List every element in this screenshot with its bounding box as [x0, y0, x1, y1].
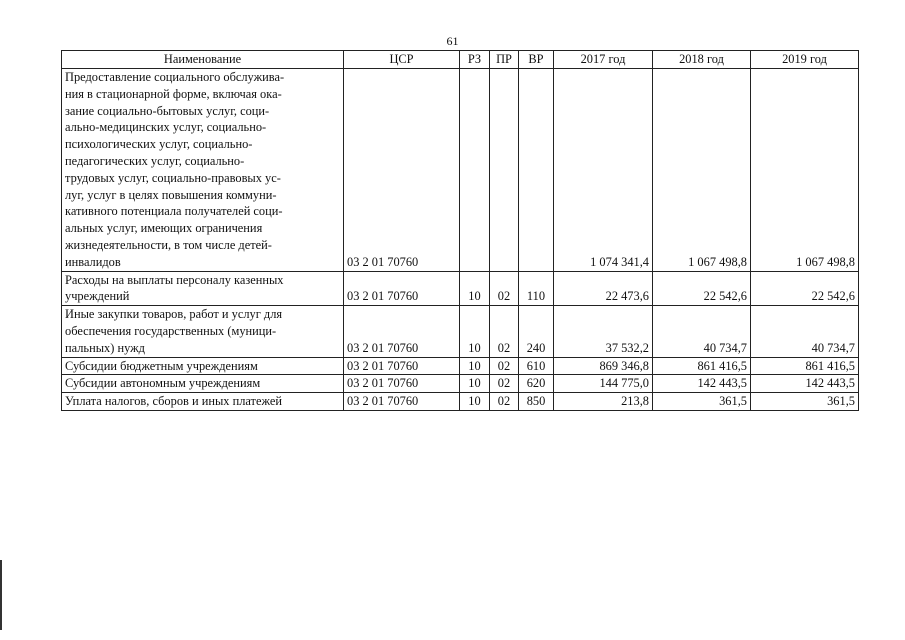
name-line: Иные закупки товаров, работ и услуг для [65, 307, 283, 322]
rz-cell: 10 [460, 271, 490, 306]
table-row [62, 375, 859, 393]
value-2017-cell: 869 346,8 [554, 357, 653, 375]
page-number: 61 [446, 34, 459, 48]
name-line: пальных) нужд [65, 340, 145, 355]
vr-cell: 620 [519, 375, 554, 393]
name-cell [62, 375, 344, 393]
value-2019-cell: 361,5 [751, 393, 859, 411]
value-2018-cell: 40 734,7 [653, 306, 751, 357]
rz-cell: 10 [460, 393, 490, 411]
value-2019-cell: 142 443,5 [751, 375, 859, 393]
name-line: жизнедеятельности, в том числе детей- [65, 237, 272, 252]
csr-cell: 03 2 01 70760 [344, 375, 460, 393]
csr-cell: 03 2 01 70760 [344, 271, 460, 306]
name-line: ально-медицинских услуг, социально- [65, 120, 267, 135]
name-line: Расходы на выплаты персоналу казенных [65, 272, 284, 287]
vr-cell: 850 [519, 393, 554, 411]
name-line: зание социально-бытовых услуг, соци- [65, 103, 270, 118]
table-row [62, 306, 859, 357]
value-2018-cell: 861 416,5 [653, 357, 751, 375]
csr-cell: 03 2 01 70760 [344, 306, 460, 357]
table-header [62, 51, 859, 69]
value-2019-cell: 40 734,7 [751, 306, 859, 357]
header-row [62, 51, 859, 69]
value-2017-cell: 213,8 [554, 393, 653, 411]
header-2019: 2019 год [751, 51, 859, 69]
csr-cell: 03 2 01 70760 [344, 357, 460, 375]
value-2018-cell: 22 542,6 [653, 271, 751, 306]
header-2017: 2017 год [554, 51, 653, 69]
name-line: трудовых услуг, социально-правовых ус- [65, 170, 281, 185]
table-row [62, 69, 859, 272]
value-2018-cell: 361,5 [653, 393, 751, 411]
pr-cell: 02 [490, 357, 519, 375]
pr-cell: 02 [490, 393, 519, 411]
name-line: альных услуг, имеющих ограничения [65, 221, 263, 236]
value-2017-cell: 22 473,6 [554, 271, 653, 306]
header-rz: РЗ [460, 51, 490, 69]
value-2018-cell: 1 067 498,8 [653, 69, 751, 272]
header-vr: ВР [519, 51, 554, 69]
table-row [62, 357, 859, 375]
rz-cell: 10 [460, 306, 490, 357]
name-cell [62, 357, 344, 375]
value-2019-cell: 22 542,6 [751, 271, 859, 306]
pr-cell: 02 [490, 375, 519, 393]
csr-cell: 03 2 01 70760 [344, 393, 460, 411]
vr-cell: 610 [519, 357, 554, 375]
header-csr: ЦСР [344, 51, 460, 69]
value-2019-cell: 1 067 498,8 [751, 69, 859, 272]
vr-cell: 240 [519, 306, 554, 357]
name-cell [62, 393, 344, 411]
value-2017-cell: 144 775,0 [554, 375, 653, 393]
name-cell [62, 306, 344, 357]
value-2017-cell: 1 074 341,4 [554, 69, 653, 272]
value-2018-cell: 142 443,5 [653, 375, 751, 393]
name-line: кативного потенциала получателей соци- [65, 204, 283, 219]
name-line: Субсидии автономным учреждениям [65, 376, 261, 391]
name-line: обеспечения государственных (муници- [65, 323, 277, 338]
name-line: педагогических услуг, социально- [65, 153, 245, 168]
name-line: учреждений [65, 289, 130, 304]
name-cell [62, 69, 344, 272]
name-line: Предоставление социального обслужива- [65, 70, 285, 84]
header-name: Наименование [62, 51, 344, 69]
rz-cell [460, 69, 490, 272]
rz-cell: 10 [460, 357, 490, 375]
budget-table [61, 50, 859, 411]
table-row [62, 393, 859, 411]
name-line: психологических услуг, социально- [65, 137, 253, 152]
name-line: Уплата налогов, сборов и иных платежей [65, 394, 283, 409]
csr-cell: 03 2 01 70760 [344, 69, 460, 272]
name-cell [62, 271, 344, 306]
name-line: луг, услуг в целях повышения коммуни- [65, 187, 277, 202]
name-line: Субсидии бюджетным учреждениям [65, 358, 258, 373]
vr-cell [519, 69, 554, 272]
name-line: инвалидов [65, 254, 121, 269]
header-2018: 2018 год [653, 51, 751, 69]
value-2019-cell: 861 416,5 [751, 357, 859, 375]
pr-cell: 02 [490, 306, 519, 357]
rz-cell: 10 [460, 375, 490, 393]
table-row [62, 271, 859, 306]
value-2017-cell: 37 532,2 [554, 306, 653, 357]
pr-cell: 02 [490, 271, 519, 306]
table-body [62, 69, 859, 411]
margin-mark [0, 560, 2, 630]
header-pr: ПР [490, 51, 519, 69]
pr-cell [490, 69, 519, 272]
name-line: ния в стационарной форме, включая ока- [65, 86, 282, 101]
vr-cell: 110 [519, 271, 554, 306]
